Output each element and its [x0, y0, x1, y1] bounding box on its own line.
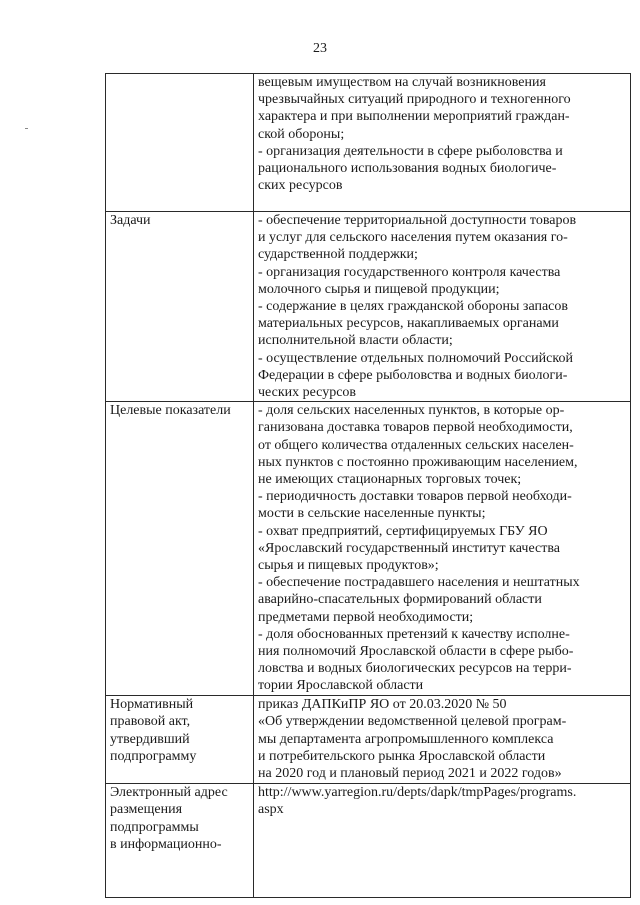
row-value-line: - охват предприятий, сертифицируемых ГБУ ЯО: [258, 523, 548, 539]
row-value-line: чрезвычайных ситуаций природного и техногенного: [258, 92, 571, 108]
row-value-line: Федерации в сфере рыболовства и водных биологи-: [258, 367, 568, 383]
row-value-line: мы департамента агропромышленного комплекса: [258, 731, 554, 747]
table-row: [106, 74, 631, 212]
row-value-line: - периодичность доставки товаров первой необходи-: [258, 489, 572, 505]
table-body: [106, 74, 631, 898]
row-value-line: - обеспечение территориальной доступности товаров: [258, 213, 577, 228]
row-value-line: приказ ДАПКиПР ЯО от 20.03.2020 № 50: [258, 697, 507, 713]
row-label-cell: [106, 402, 254, 696]
row-value-line: - осуществление отдельных полномочий Российской: [258, 350, 573, 366]
row-label-line: правовой акт,: [110, 714, 191, 730]
row-value-cell: [254, 696, 631, 784]
row-value-line: предметами первой необходимости;: [258, 609, 474, 625]
row-value-line: мости в сельские населенные пункты;: [258, 506, 486, 522]
row-value-line: ских ресурсов: [258, 178, 343, 194]
row-value-line: http://www.yarregion.ru/depts/dapk/tmpPages/programs.: [258, 785, 577, 801]
row-label-line: Задачи: [110, 213, 151, 228]
row-value-line: материальных ресурсов, накапливаемых органами: [258, 316, 559, 332]
margin-mark: [25, 128, 28, 129]
row-value-line: и услуг для сельского населения путем оказания го-: [258, 230, 568, 246]
row-label-line: Электронный адрес: [110, 785, 228, 801]
row-label-line: подпрограмму: [110, 748, 197, 764]
row-value-line: ных пунктов с постоянно проживающим населением,: [258, 454, 578, 470]
row-value-line: - организация государственного контроля качества: [258, 264, 561, 280]
row-value-line: - обеспечение пострадавшего населения и нештатных: [258, 575, 580, 591]
row-label-cell: [106, 696, 254, 784]
row-value-line: - доля сельских населенных пунктов, в которые ор-: [258, 403, 565, 419]
row-value-line: тории Ярославской области: [258, 678, 424, 694]
row-value-line: «Ярославский государственный институт качества: [258, 540, 560, 556]
row-value-line: исполнительной власти области;: [258, 333, 453, 349]
row-value-line: характера и при выполнении мероприятий граждан-: [258, 109, 570, 125]
row-value-line: на 2020 год и плановый период 2021 и 2022 годов»: [258, 766, 562, 782]
row-value-line: aspx: [258, 802, 284, 818]
row-label-line: размещения: [110, 802, 183, 818]
table-row: [106, 784, 631, 898]
row-label-cell: [106, 74, 254, 212]
row-value-line: не имеющих стационарных торговых точек;: [258, 472, 522, 488]
row-value-line: и потребительского рынка Ярославской области: [258, 748, 546, 764]
row-label-line: Целевые показатели: [110, 403, 231, 419]
row-label-line: Нормативный: [110, 697, 194, 713]
row-value-line: рационального использования водных биологиче-: [258, 161, 557, 177]
table-row: [106, 696, 631, 784]
row-value-cell: [254, 212, 631, 402]
row-value-line: ния полномочий Ярославской области в сфере рыбо-: [258, 644, 574, 660]
row-label-line: в информационно-: [110, 836, 222, 852]
row-value-line: вещевым имуществом на случай возникновения: [258, 75, 546, 90]
row-value-cell: [254, 74, 631, 212]
subprogram-passport-table: [105, 73, 631, 898]
row-value-line: сударственной поддержки;: [258, 247, 418, 263]
row-value-line: ской обороны;: [258, 126, 345, 142]
row-value-line: ловства и водных биологических ресурсов на терри-: [258, 661, 572, 677]
row-value-line: - содержание в целях гражданской обороны запасов: [258, 299, 569, 315]
table-row: [106, 212, 631, 402]
row-value-line: ганизована доставка товаров первой необходимости,: [258, 420, 573, 436]
table-row: [106, 402, 631, 696]
page-number: 23: [313, 41, 327, 56]
row-value-line: - организация деятельности в сфере рыболовства и: [258, 143, 563, 159]
row-value-line: «Об утверждении ведомственной целевой програм-: [258, 714, 567, 730]
row-value-cell: [254, 784, 631, 898]
row-label-line: подпрограммы: [110, 819, 199, 835]
row-value-line: ческих ресурсов: [258, 385, 357, 401]
row-value-line: молочного сырья и пищевой продукции;: [258, 281, 500, 297]
row-label-cell: [106, 212, 254, 402]
row-label-cell: [106, 784, 254, 898]
row-value-line: от общего количества отдаленных сельских населен-: [258, 437, 574, 453]
row-value-line: сырья и пищевых продуктов»;: [258, 558, 439, 574]
row-value-cell: [254, 402, 631, 696]
row-value-line: - доля обоснованных претензий к качеству исполне-: [258, 626, 570, 642]
row-value-line: аварийно-спасательных формирований области: [258, 592, 542, 608]
row-label-line: утвердивший: [110, 731, 190, 747]
